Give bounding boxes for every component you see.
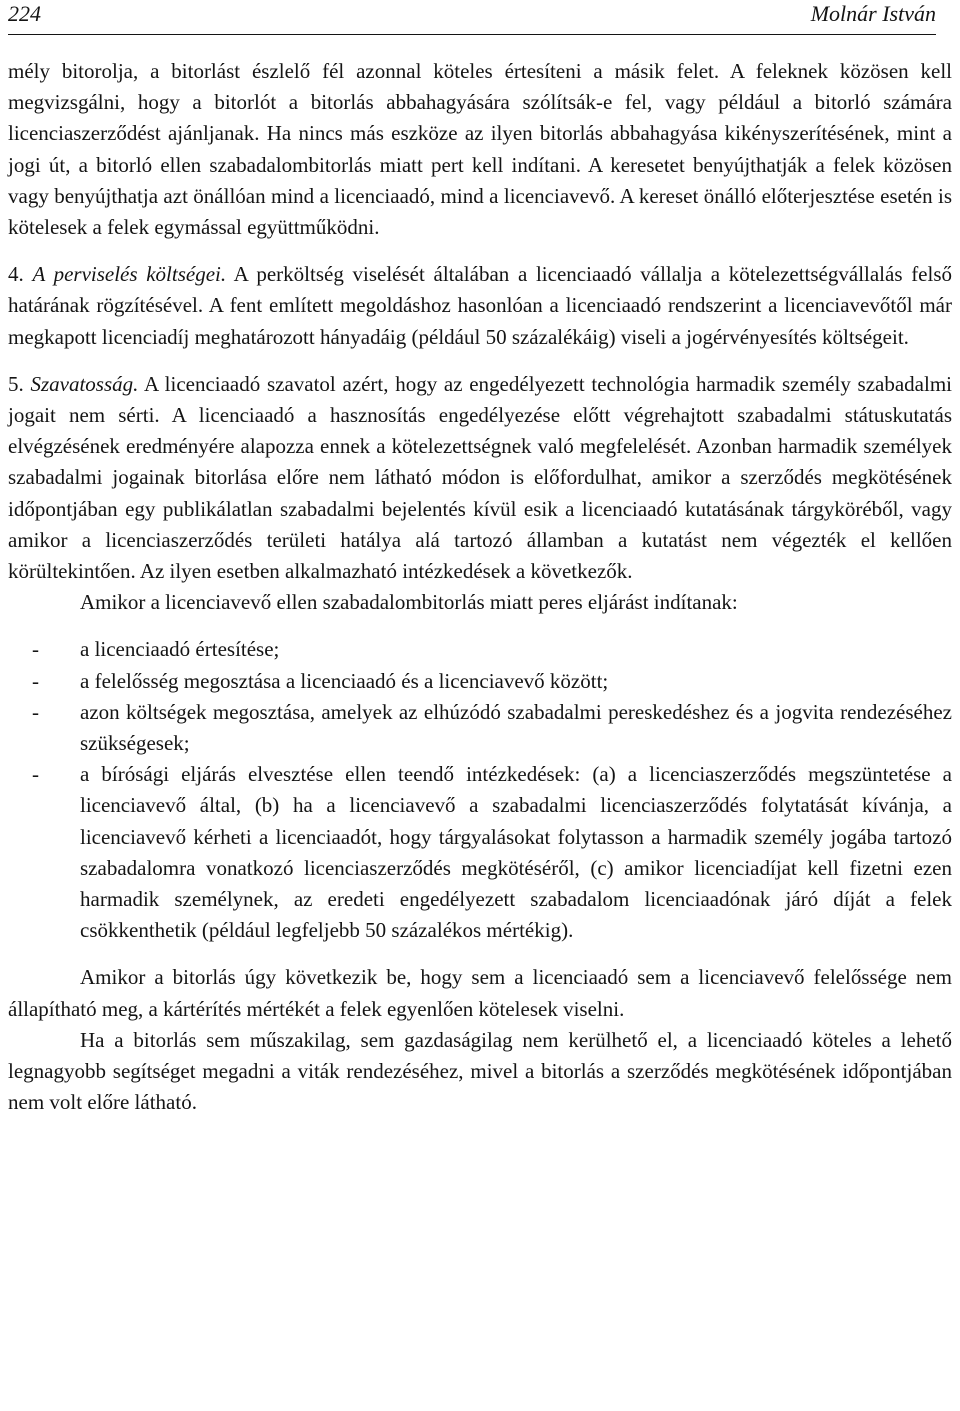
- section-4-number: 4.: [8, 262, 24, 287]
- list-item: [8, 634, 952, 665]
- list-intro: Amikor a licenciavevő ellen szabadalombitorlás miatt peres eljárást indítanak:: [80, 590, 738, 615]
- section-5: [8, 369, 952, 587]
- page-body: [8, 56, 952, 1119]
- list-item-text: a felelősség megosztása a licenciaadó és a licenciavevő között;: [80, 668, 609, 693]
- section-4-title: A perviselés költségei.: [32, 262, 227, 287]
- list-item: [8, 666, 952, 697]
- list-item: [8, 697, 952, 759]
- list-item-text: a bírósági eljárás elvesztése ellen teendő intézkedések: (a) a licenciaszerződés megszüntetése a licenciavevő által, (b) ha a licenciavevő a szabadalmi licenciaszerződés folytatását kívánja, a licenciavevő kérheti a licenciaadót, hogy tárgyalásokat folytasson a harmadik személy jogába tartozó szabadalomra vonatkozó licenciaszerződés megkötéséről, (c) amikor licenciadíjat kell fizetni ezen harmadik személynek, az eredeti engedélyezett szabadalom licenciaadónak járó díját a felek csökkenthetik (például legfeljebb 50 százalékos mértékig).: [80, 762, 952, 943]
- paragraph-continued: mély bitorolja, a bitorlást észlelő fél azonnal köteles értesíteni a másik felet. A feleknek közösen kell megvizsgálni, hogy a bitorlót a bitorlás abbahagyására szólítsák-e fel, vagy például a bitorló számára licenciaszerződést ajánljanak. Ha nincs más eszköze az ilyen bitorlás abbahagyása kikényszerítésének, mint a jogi út, a bitorló ellen szabadalombitorlás miatt pert kell indítani. A keresetet benyújthatják a felek közösen vagy benyújthatja azt önállóan mind a licenciaadó, mind a licenciavevő. A kereset önálló előterjesztése esetén is kötelesek a felek egymással együttműködni.: [8, 59, 952, 240]
- page-number: 224: [8, 1, 41, 26]
- list-item-text: azon költségek megosztása, amelyek az elhúzódó szabadalmi pereskedéshez és a jogvita rendezéséhez szükségesek;: [80, 699, 952, 756]
- list-dash: -: [32, 637, 39, 662]
- measures-list: [8, 634, 952, 946]
- list-dash: -: [32, 762, 39, 787]
- list-item: [8, 759, 952, 946]
- paragraph-unavoidable: Ha a bitorlás sem műszakilag, sem gazdaságilag nem kerülhető el, a licenciaadó köteles a lehető legnagyobb segítséget megadni a viták rendezéséhez, mivel a bitorlás a szerződés megkötésének időpontjában nem volt előre látható.: [8, 1027, 952, 1115]
- section-5-text: A licenciaadó szavatol azért, hogy az engedélyezett technológia harmadik személy szabadalmi jogait nem sérti. A licenciaadó a hasznosítás engedélyezése előtt végrehajtott szabadalmi státuskutatás elvégzésének eredményére alapozza ennek a kötelezettségnek való megfelelését. Azonban harmadik személyek szabadalmi jogainak bitorlása előre nem látható módon is előfordulhat, amikor a szerződés megkötésének időpontjában egy publikálatlan szabadalmi bejelentés kívül esik a licenciaadó kutatásának tárgyköréből, vagy amikor a licenciaszerződés területi hatálya alá tartozó államban a kutatást nem végezték el kellően körültekintően. Az ilyen esetben alkalmazható intézkedések a következők.: [8, 371, 953, 584]
- running-author: Molnár István: [810, 1, 936, 26]
- list-dash: -: [32, 668, 39, 693]
- paragraph-liability: Amikor a bitorlás úgy következik be, hogy sem a licenciaadó sem a licenciavevő felelőssége nem állapítható meg, a kártérítés mértékét a felek egyenlően kötelesek viselni.: [8, 965, 952, 1021]
- section-4: [8, 259, 952, 353]
- section-4-text: A perköltség viselését általában a licenciaadó vállalja a kötelezettségvállalás felső határának rögzítésével. A fent említett megoldáshoz hasonlóan a licenciaadó rendszerint a licenciavevőtől már megkapott licenciadíj meghatározott hányadáig (például 50 százalékáig) viseli a jogérvényesítés költségeit.: [8, 262, 953, 349]
- running-header: [8, 0, 936, 35]
- section-5-title: Szavatosság.: [30, 371, 139, 396]
- list-dash: -: [32, 699, 39, 724]
- section-5-number: 5.: [8, 371, 24, 396]
- list-item-text: a licenciaadó értesítése;: [80, 637, 280, 662]
